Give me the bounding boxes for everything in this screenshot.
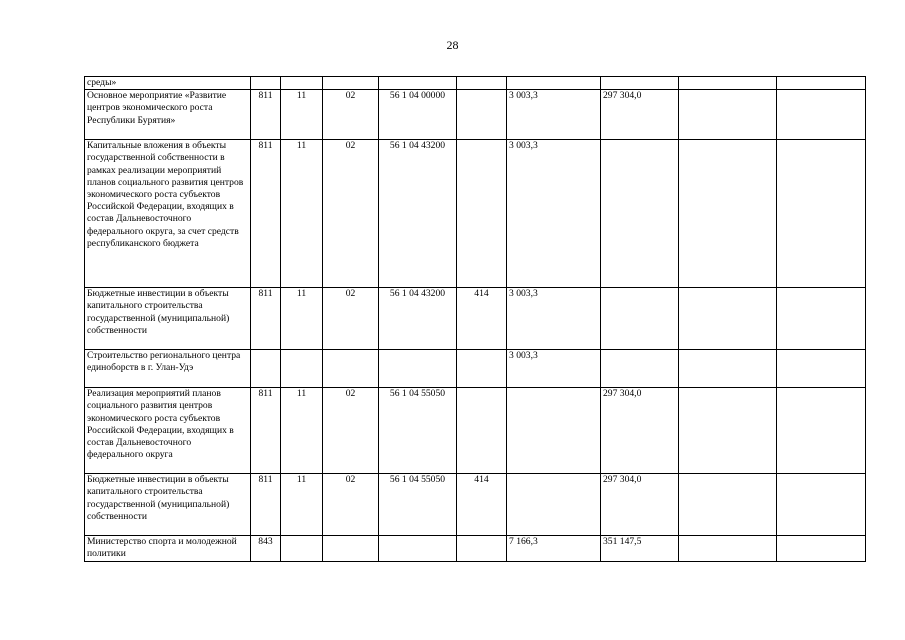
expense-type-cell	[457, 140, 507, 288]
row-name-cell: Бюджетные инвестиции в объекты капитального строительства государственной (муниципальной) собственности	[85, 474, 251, 536]
amount-3-cell	[679, 77, 777, 90]
grbs-cell: 843	[251, 536, 281, 562]
row-name-cell: среды»	[85, 77, 251, 90]
subsection-cell: 02	[323, 288, 379, 350]
amount-4-cell	[777, 350, 866, 388]
amount-1-cell	[507, 388, 601, 474]
subsection-cell	[323, 536, 379, 562]
row-name-cell: Основное мероприятие «Развитие центров экономического роста Республики Бурятия»	[85, 90, 251, 140]
grbs-cell: 811	[251, 474, 281, 536]
target-article-cell	[379, 350, 457, 388]
table-body	[85, 77, 866, 562]
table-row	[85, 140, 866, 288]
amount-1-cell: 3 003,3	[507, 90, 601, 140]
row-name-cell: Министерство спорта и молодежной политики	[85, 536, 251, 562]
amount-1-cell: 3 003,3	[507, 288, 601, 350]
amount-2-cell	[601, 288, 679, 350]
section-cell: 11	[281, 288, 323, 350]
section-cell: 11	[281, 90, 323, 140]
subsection-cell	[323, 77, 379, 90]
subsection-cell: 02	[323, 140, 379, 288]
expense-type-cell: 414	[457, 474, 507, 536]
row-name-cell: Бюджетные инвестиции в объекты капитального строительства государственной (муниципальной) собственности	[85, 288, 251, 350]
expense-type-cell	[457, 77, 507, 90]
amount-2-cell	[601, 350, 679, 388]
amount-3-cell	[679, 388, 777, 474]
amount-2-cell: 297 304,0	[601, 388, 679, 474]
amount-4-cell	[777, 77, 866, 90]
amount-4-cell	[777, 388, 866, 474]
target-article-cell: 56 1 04 00000	[379, 90, 457, 140]
table-row	[85, 536, 866, 562]
expense-type-cell	[457, 536, 507, 562]
grbs-cell: 811	[251, 90, 281, 140]
target-article-cell	[379, 536, 457, 562]
table-row	[85, 388, 866, 474]
amount-1-cell	[507, 77, 601, 90]
grbs-cell: 811	[251, 140, 281, 288]
target-article-cell: 56 1 04 43200	[379, 140, 457, 288]
row-name-cell: Строительство регионального центра единоборств в г. Улан-Удэ	[85, 350, 251, 388]
table-row	[85, 77, 866, 90]
section-cell: 11	[281, 388, 323, 474]
amount-3-cell	[679, 288, 777, 350]
amount-2-cell: 297 304,0	[601, 90, 679, 140]
section-cell	[281, 77, 323, 90]
grbs-cell	[251, 350, 281, 388]
amount-2-cell: 297 304,0	[601, 474, 679, 536]
section-cell	[281, 350, 323, 388]
table-row	[85, 90, 866, 140]
amount-2-cell	[601, 77, 679, 90]
amount-1-cell	[507, 474, 601, 536]
table-row	[85, 350, 866, 388]
amount-3-cell	[679, 536, 777, 562]
amount-1-cell: 3 003,3	[507, 140, 601, 288]
subsection-cell: 02	[323, 388, 379, 474]
page-number: 28	[446, 38, 459, 52]
expense-type-cell	[457, 90, 507, 140]
amount-4-cell	[777, 474, 866, 536]
target-article-cell: 56 1 04 43200	[379, 288, 457, 350]
expense-type-cell: 414	[457, 288, 507, 350]
amount-4-cell	[777, 140, 866, 288]
amount-3-cell	[679, 350, 777, 388]
row-name-cell: Реализация мероприятий планов социального развития центров экономического роста субъектов Российской Федерации, входящих в состав Дальневосточного федерального округа	[85, 388, 251, 474]
grbs-cell	[251, 77, 281, 90]
amount-1-cell: 7 166,3	[507, 536, 601, 562]
section-cell	[281, 536, 323, 562]
budget-table	[84, 76, 866, 562]
row-name-cell: Капитальные вложения в объекты государственной собственности в рамках реализации мероприятий планов социального развития центров экономического роста субъектов Российской Федерации, входящих в состав Дальневосточного федерального округа, за счет средств республиканского бюджета	[85, 140, 251, 288]
amount-2-cell: 351 147,5	[601, 536, 679, 562]
amount-3-cell	[679, 90, 777, 140]
table-row	[85, 474, 866, 536]
expense-type-cell	[457, 350, 507, 388]
amount-4-cell	[777, 288, 866, 350]
amount-2-cell	[601, 140, 679, 288]
amount-1-cell: 3 003,3	[507, 350, 601, 388]
table-row	[85, 288, 866, 350]
target-article-cell: 56 1 04 55050	[379, 388, 457, 474]
section-cell: 11	[281, 474, 323, 536]
grbs-cell: 811	[251, 388, 281, 474]
grbs-cell: 811	[251, 288, 281, 350]
subsection-cell: 02	[323, 90, 379, 140]
amount-3-cell	[679, 474, 777, 536]
amount-4-cell	[777, 536, 866, 562]
target-article-cell: 56 1 04 55050	[379, 474, 457, 536]
subsection-cell	[323, 350, 379, 388]
target-article-cell	[379, 77, 457, 90]
amount-4-cell	[777, 90, 866, 140]
amount-3-cell	[679, 140, 777, 288]
subsection-cell: 02	[323, 474, 379, 536]
expense-type-cell	[457, 388, 507, 474]
section-cell: 11	[281, 140, 323, 288]
